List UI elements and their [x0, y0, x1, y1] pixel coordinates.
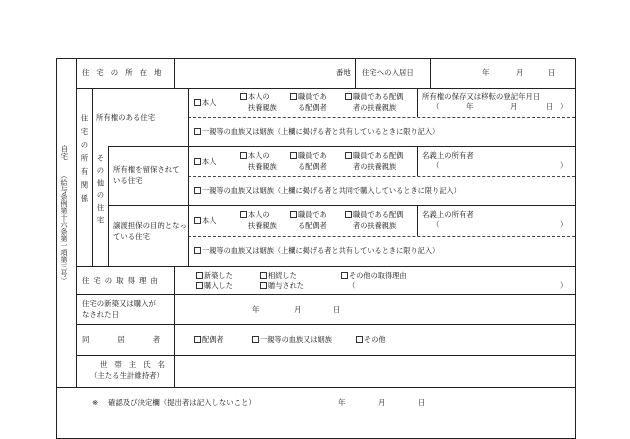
cohabit-relative-option[interactable]: 一親等の血族又は姻族 — [252, 334, 332, 345]
checkbox-icon — [345, 211, 352, 218]
location-label: 住宅の所在地 — [82, 68, 169, 77]
checkbox-icon — [341, 272, 348, 279]
acq-paren-open: （ — [348, 281, 356, 290]
checkbox-icon — [290, 211, 297, 218]
collateral-owner-label: 名義上の所有者 — [422, 210, 474, 219]
checkbox-icon — [194, 187, 201, 194]
acq-newbuild-option[interactable]: 新築した — [196, 270, 233, 281]
checkbox-icon — [260, 282, 267, 289]
footer-text: 確認及び決定欄（提出者は記入しないこと） — [108, 398, 256, 407]
checkbox-icon — [196, 272, 203, 279]
reserved-paren-close: ） — [560, 161, 568, 170]
collateral-relative-option[interactable]: 本人の 扶養親族 — [240, 209, 277, 231]
build-year: 年 — [252, 305, 260, 314]
move-in-label: 住宅への入居日 — [362, 68, 414, 77]
reserved-paren-open: （ — [432, 161, 440, 170]
owned-joint-option[interactable]: 一親等の血族又は姻族（上欄に掲げる者と共有しているときに限り記入） — [194, 126, 439, 137]
collateral-house-label: 譲渡担保の目的となっている住宅 — [113, 221, 187, 241]
cohabit-label: 同居者 — [82, 335, 189, 344]
checkbox-icon — [194, 247, 201, 254]
checkbox-icon — [290, 152, 297, 159]
owned-self-option[interactable]: 本人 — [194, 97, 216, 108]
collateral-joint-option[interactable]: 一親等の血族又は姻族（上欄に掲げる者と共有しているときに限り記入） — [194, 245, 439, 256]
footer-mark: ※ — [92, 398, 99, 407]
build-date-label-1: 住宅の新築又は購入が — [82, 299, 156, 308]
banchi-label: 番地 — [336, 68, 351, 77]
householder-name-field[interactable] — [176, 357, 573, 385]
checkbox-icon — [252, 336, 259, 343]
checkbox-icon — [290, 93, 297, 100]
reserved-owner-label: 名義上の所有者 — [422, 151, 474, 160]
registry-paren-open: （ — [432, 102, 440, 111]
footer-month: 月 — [378, 398, 386, 407]
checkbox-icon — [260, 272, 267, 279]
owned-spouse-option[interactable]: 職員であ る配偶者 — [290, 91, 327, 113]
checkbox-icon — [194, 217, 201, 224]
reserved-joint-option[interactable]: 一親等の血族又は姻族（上欄に掲げる者と共同で購入しているときに限り記入） — [194, 185, 461, 196]
footer-day: 日 — [418, 398, 426, 407]
owned-relative-option[interactable]: 本人の 扶養親族 — [240, 91, 277, 113]
checkbox-icon — [240, 152, 247, 159]
collateral-self-option[interactable]: 本人 — [194, 215, 216, 226]
build-date-label-2: なされた日 — [82, 310, 119, 319]
checkbox-icon — [356, 336, 363, 343]
registry-day: 日 — [546, 102, 554, 111]
acq-gift-option[interactable]: 贈与された — [260, 280, 304, 291]
acq-paren-close: ） — [560, 281, 568, 290]
checkbox-icon — [240, 211, 247, 218]
householder-sub: （主たる生計維持者） — [90, 371, 164, 380]
acq-purchase-option[interactable]: 購入した — [196, 280, 233, 291]
move-in-month: 月 — [516, 68, 524, 77]
build-month: 月 — [294, 305, 302, 314]
move-in-year: 年 — [482, 68, 490, 77]
owned-house-label: 所有権のある住宅 — [96, 113, 156, 122]
reserved-relative-option[interactable]: 本人の 扶養親族 — [240, 150, 277, 172]
checkbox-icon — [240, 93, 247, 100]
cohabit-spouse-option[interactable]: 配偶者 — [194, 334, 224, 345]
householder-label: 世帯主氏名 — [100, 360, 172, 369]
registry-paren-close: ） — [560, 102, 568, 111]
collateral-paren-close: ） — [560, 220, 568, 229]
registry-month: 月 — [510, 102, 518, 111]
owned-spouse-dep-option[interactable]: 職員である配偶 者の扶養親族 — [345, 91, 403, 113]
reserved-self-option[interactable]: 本人 — [194, 156, 216, 167]
collateral-paren-open: （ — [432, 220, 440, 229]
registry-label: 所有権の保存又は移転の登記年月日 — [422, 92, 541, 101]
checkbox-icon — [196, 282, 203, 289]
checkbox-icon — [345, 93, 352, 100]
collateral-spouse-dep-option[interactable]: 職員である配偶 者の扶養親族 — [345, 209, 403, 231]
registry-year: 年 — [466, 102, 474, 111]
checkbox-icon — [194, 336, 201, 343]
sidebar-home-label: 自宅 — [60, 145, 69, 160]
build-day: 日 — [333, 305, 341, 314]
collateral-spouse-option[interactable]: 職員であ る配偶者 — [290, 209, 327, 231]
sidebar-note: （給与条例第十六条第一項第三号） — [60, 172, 68, 284]
reserved-spouse-option[interactable]: 職員であ る配偶者 — [290, 150, 327, 172]
checkbox-icon — [345, 152, 352, 159]
reserved-spouse-dep-option[interactable]: 職員である配偶 者の扶養親族 — [345, 150, 403, 172]
other-group-label: その他の住宅 — [96, 154, 105, 229]
ownership-group-label: 住宅の所有関係 — [80, 114, 89, 208]
cohabit-other-option[interactable]: その他 — [356, 334, 386, 345]
move-in-day: 日 — [548, 68, 556, 77]
acq-inherit-option[interactable]: 相続した — [260, 270, 297, 281]
checkbox-icon — [194, 99, 201, 106]
reserved-house-label: 所有権を留保されている住宅 — [113, 165, 180, 185]
checkbox-icon — [194, 128, 201, 135]
footer-year: 年 — [338, 398, 346, 407]
checkbox-icon — [194, 158, 201, 165]
acq-other-option[interactable]: その他の取得理由 — [341, 270, 407, 281]
acquisition-label: 住宅の取得理由 — [82, 276, 162, 285]
